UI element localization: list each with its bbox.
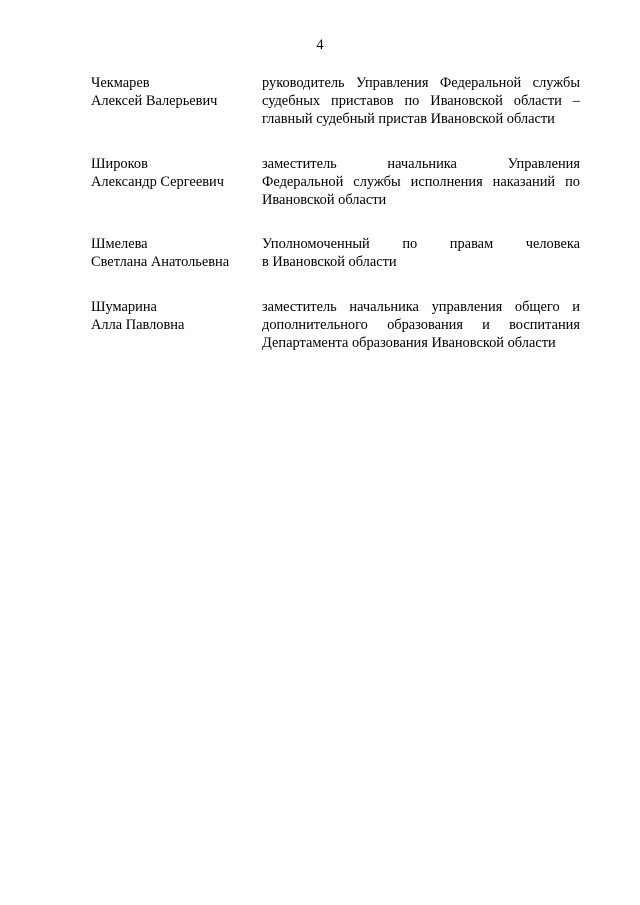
position-line: судебных приставов по Ивановской области – (262, 93, 580, 109)
person-surname: Чекмарев (91, 75, 150, 91)
person-position (262, 235, 580, 271)
person-position (262, 74, 580, 128)
person-name (91, 74, 251, 110)
person-name (91, 155, 251, 191)
person-given-names: Светлана Анатольевна (91, 254, 230, 270)
person-given-names: Алла Павловна (91, 317, 185, 333)
person-given-names: Алексей Валерьевич (91, 93, 218, 109)
person-surname: Шмелева (91, 236, 148, 252)
person-surname: Широков (91, 156, 148, 172)
person-position (262, 155, 580, 209)
person-name (91, 235, 251, 271)
person-position (262, 298, 580, 352)
person-surname: Шумарина (91, 299, 157, 315)
position-line: главный судебный пристав Ивановской области (262, 111, 555, 127)
position-line: руководитель Управления Федеральной службы (262, 75, 580, 91)
position-line: заместитель начальника Управления (262, 156, 580, 172)
position-line: Ивановской области (262, 192, 387, 208)
position-line: заместитель начальника управления общего и (262, 299, 580, 315)
position-line: в Ивановской области (262, 254, 397, 270)
position-line: дополнительного образования и воспитания (262, 317, 580, 333)
position-line: Департамента образования Ивановской области (262, 335, 556, 351)
position-line: Федеральной службы исполнения наказаний по (262, 174, 580, 190)
person-given-names: Александр Сергеевич (91, 174, 224, 190)
position-line: Уполномоченный по правам человека (262, 236, 580, 252)
page-number: 4 (316, 37, 324, 53)
person-name (91, 298, 251, 334)
